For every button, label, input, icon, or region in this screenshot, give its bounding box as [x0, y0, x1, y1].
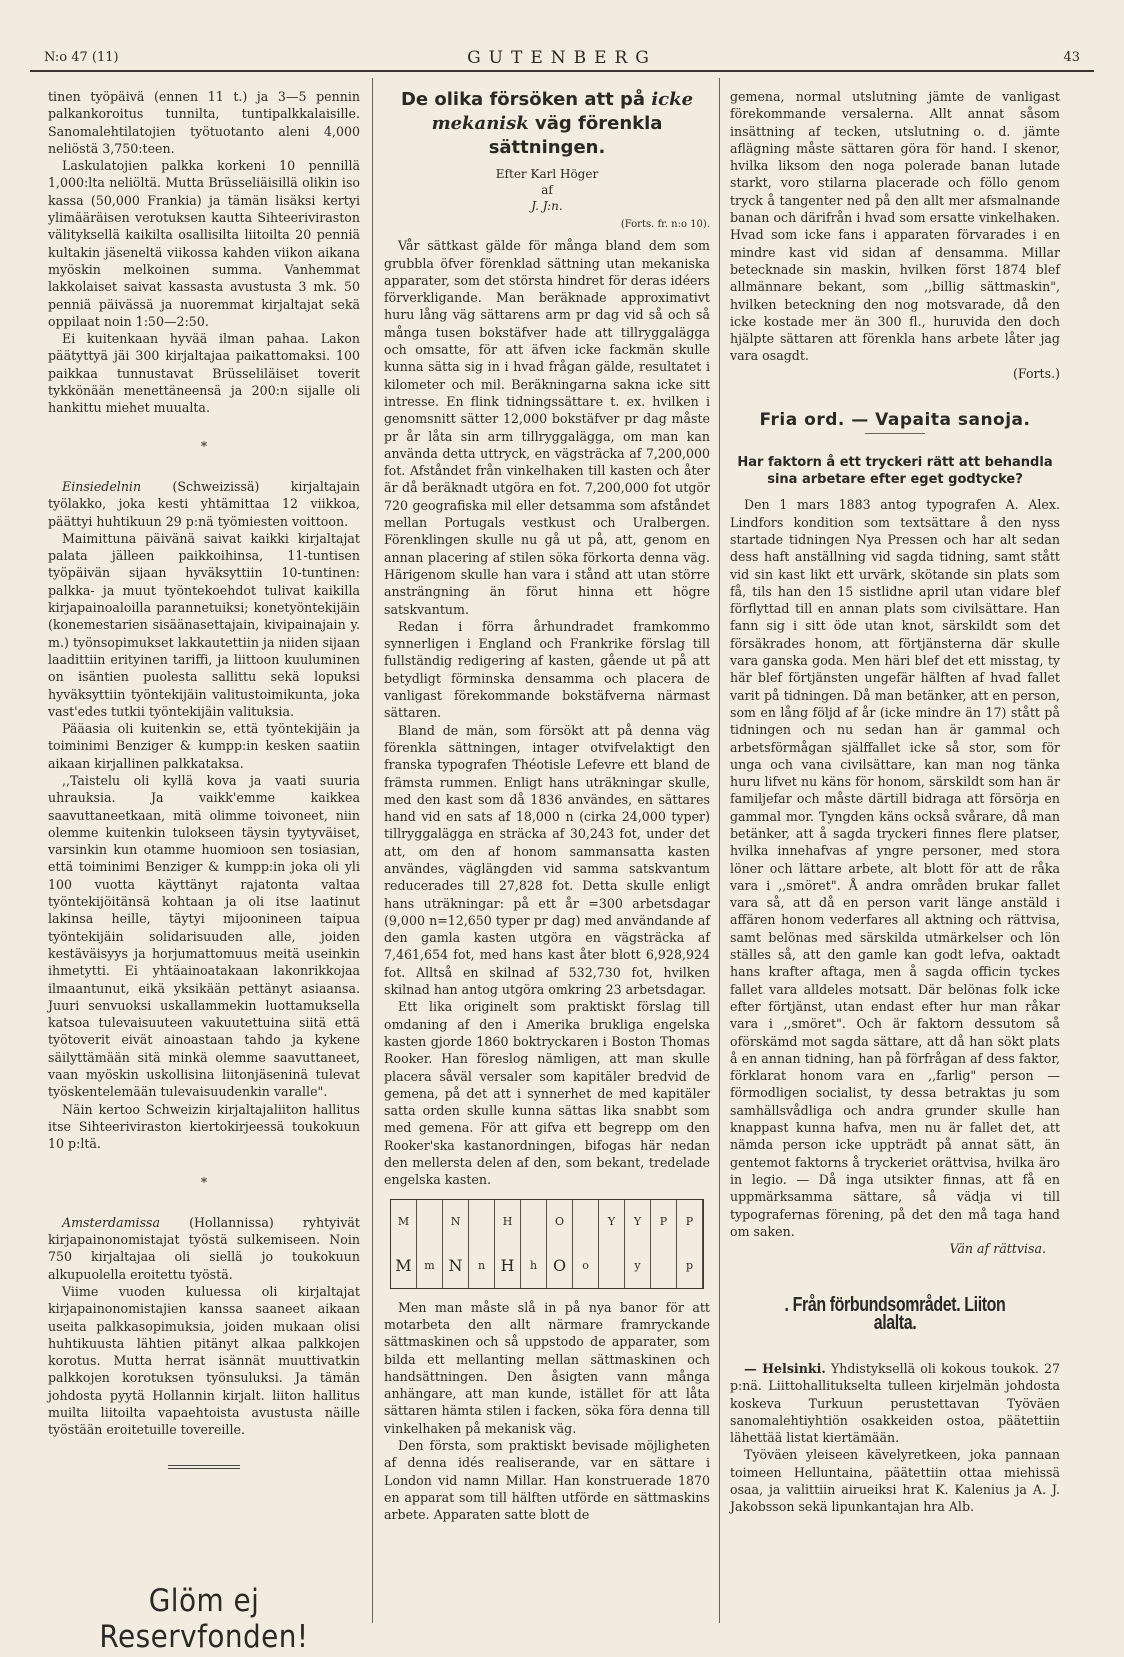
paragraph: Laskulatojien palkka korkeni 10 pennillä 1,000:lta neliöltä. Mutta Brüsseliäisillä olikin iso kassa (50,000 Frankia) ja tämän lisäksi kertyi ylimääräisen verotuksen kautta Sihteeriviraston välityksellä kaikilta osallisilta liitoilta 20 penniä kultakin jäseneltä viikossa kahden viikon aikana myöskin melkoinen summa. Vanhemmat lakkolaiset saivat kassasta avustusta 3 mk. 50 penniä päivässä ja nuoremmat kirjaltajat sekä oppilaat noin 1:50—2:50. [48, 158, 360, 329]
type-case-cell [469, 1200, 495, 1244]
continuation-note: (Forts. fr. n:o 10). [620, 219, 710, 230]
place-name: Einsiedelnin [62, 478, 142, 494]
paragraph: Amsterdamissa (Hollannissa) ryhtyivät kirjapainonomistajat työstä sulkemiseen. Noin 750 kirjaltajaa oli siellä jo toukokuun alkupuolella eroitettu työstä. [48, 1214, 360, 1282]
byline: af [541, 183, 553, 197]
article-heading: Har faktorn å ett tryckeri rätt att behandla sina arbetare efter eget godtycke? [737, 455, 1053, 488]
page-number: 43 [1063, 50, 1080, 65]
type-case-cell: H [495, 1244, 521, 1288]
paragraph: Einsiedelnin (Schweizissä) kirjaltajain työlakko, joka kesti yhtämittaa 12 viikkoa, päättyi huhtikuun 29 p:nä työmiesten voittoon. [48, 478, 360, 529]
paragraph: Bland de män, som försökt att på denna väg förenkla sättningen, intager otvifvelaktigt den franska typografen Théotisle Lefevre ett bland de främsta rummen. Enligt hans uträkningar skulle, med den kast som då 1836 användes, en sättares hand vid en sats af 18,000 n (cirka 24,000 typer) tillryggalägga en sträcka af 30,243 fot, under det att, om den af honom sammansatta kasten användes, väglängden vid samma satskvantum reducerades till 27,828 fot. Detta skulle enligt hans uträkningar: på ett år =300 arbetsdagar (9,000 n=12,650 typer pr dag) med användande af den gamla kasten utgöra en vägsträcka af 7,461,654 fot, med hans kast åter blott 6,928,924 fot. Alltså en skilnad af 532,730 fot, hvilken skilnad han antog utgöra omkring 23 arbetsdagar. [384, 722, 710, 998]
signature: Vän af rättvisa. [949, 1241, 1046, 1257]
byline: J. J:n. [531, 199, 563, 213]
paragraph: Työväen yleiseen kävelyretkeen, joka pannaan toimeen Helluntaina, päätettiin ottaa miehissä osaa, ja valittiin airueiksi hrat K. Kalenius ja A. J. Jakobsson sekä lipunkantajan hra Alb. [730, 1447, 1060, 1515]
slogan: Glöm ej Reservfonden! [99, 1583, 309, 1655]
double-rule [168, 1465, 240, 1469]
type-case-cell: N [443, 1244, 469, 1288]
type-case-cell: M [391, 1200, 417, 1244]
type-case-cell: N [443, 1200, 469, 1244]
paragraph: Den 1 mars 1883 antog typografen A. Alex. Lindfors kondition som textsättare å den nyss startade tidningen Nya Pressen och har alt sedan dess haft anställning vid sagda tidning, samt stått vid sin kast likt ett urvärk, skötande sin plats som få, tils han den 15 sistlidne april utan vidare blef förflyttad till en annan plats som civilsättare. Han fann sig i sitt öde utan knot, särskildt som det försäkrades honom, att förtjänsterna där skulle vara ganska goda. Men häri blef det ett misstag, ty här blef förtjänsten ungefär hälften af hvad fallet varit på tidningen. Då man betänker, att en person, som en lång följd af år (icke mindre än 17) stått på tidningen och nu sedan han är gammal och arbetsförmågan själffallet icke så stor, som för unga och vana civilsättare, kan man nog tänka huru lifvet nu käns för honom, särskildt som han är familjefar och måste därtill bidraga att försörja en gammal mor. Tyngden käns också svårare, då man betänker, att å sagda tryckeri finnes flere platser, hvilka innehafvas af yngre personer, med stora löner och lättare arbete, alt blott för att de råka vara i ,,smöret". Å andra områden brukar fallet vara så, att då en person varit länge anstäld i affären honom vederfares all aktning och rättvisa, samt belönas med särskilda utmärkelser och lön ställes så, att den gamle kan godt lefva, oaktadt hans krafter aftaga, men å sagda officin tyckes fallet vara alldeles motsatt. Där belönas folk icke efter förtjänst, utan endast efter hur man råkar vara i ,,smöret". Och är faktorn dessutom så oförskämd mot sagda sättare, att då han sökt plats å en annan tidning, han på förfrågan af dess faktor, förklarat honom vara en ,,farlig" person — förmodligen socialist, ty dessa betraktas ju som samhällsvådliga och andra grunder skulle han knappast kunna hafva, men nu är fallet det, att nämda person icke uppträdt på annat sätt, än gentemot faktorns å tryckeriet orättvisa, hvilka äro in legio. — Då inga utsikter finnas, att få en uppmärksamma sättare, så vädja vi till typografernas förening, på det den må taga hand om saken. [730, 497, 1060, 1239]
paragraph: Näin kertoo Schweizin kirjaltajaliiton hallitus itse Sihteeriviraston kiertokirjeessä toukokuun 10 p:ltä. [48, 1101, 360, 1152]
running-head [30, 48, 1094, 72]
type-case-cell: P [651, 1200, 677, 1244]
type-case-cell [599, 1244, 625, 1288]
type-case-cell: m [417, 1244, 443, 1288]
column-divider [719, 78, 720, 1623]
paragraph: Men man måste slå in på nya banor för att motarbeta den allt närmare framryckande sättmaskinen och så uppstodo de apparater, som bilda ett mellanting mellan sättmaskinen och handsättningen. Den åsigten vann många anhängare, att man kunde, istället för att låta sättaren hämta stilen i facken, söka föra denna till vinkelhaken på mekanisk väg. [384, 1299, 710, 1436]
column-divider [372, 78, 373, 1623]
type-case-cell: O [547, 1200, 573, 1244]
type-case-cell: Y [625, 1200, 651, 1244]
type-case-cell: Y [599, 1200, 625, 1244]
type-case-cell: O [547, 1244, 573, 1288]
paragraph: Viime vuoden kuluessa oli kirjaltajat kirjapainonomistajien kanssa saaneet aikaan useita palkkasopimuksia, joiden mukaan olisi huhtikuusta lähtien pitänyt alkaa palkkojen korotus. Mutta herrat isännät muuttivatkin palkkojen korotuksen työnsuluksi. Ja tämän johdosta pyytä Hollannin kirjalt. liiton hallitus muilta liitoilta vapaehtoista avustusta näille työstään eroitetuille tovereille. [48, 1284, 360, 1438]
issue-number: N:o 47 (11) [44, 50, 119, 65]
column-1 [48, 88, 360, 1469]
article-title: De olika försöken att på icke mekanisk väg förenkla sättningen. [400, 89, 694, 158]
paragraph: Maimittuna päivänä saivat kaikki kirjaltajat palata jälleen paikkoihinsa, 11-tuntisen työpäivän sijaan hyväksyttiin 10-tuntinen: palkka- ja muut työntekoehdot tulivat kaikilla kirjapainoaloilla parannetuiksi; konetyöntekijäin (konemestarien sisäänasettajain, kivipainajain y. m.) työnsopimukset lakkautettiin ja niiden sijaan laadittiin erityinen tariffi, ja liittoon kuuluminen on isäntien puolesta sallittu sekä lopuksi hyväksyttiin työntekijäin valitustoimikunta, joka vast'edes tutkii työntekijäin valituksia. [48, 530, 360, 719]
type-case-cell: H [495, 1200, 521, 1244]
paragraph: Vår sättkast gälde för många bland dem som grubbla öfver förenklad sättning utan mekaniska apparater, som det största hindret för deras idéers förverkligande. Man beräknade approximativt huru lång väg sättarens arm pr dag vid så och så många tusen bokstäfver hade att tillryggalägga och omsatte, för att äfven icke fackmän skulle kunna sätta sig in i hvad frågan gälde, resultatet i kilometer och mil. Beräkningarna sakna icke sitt intresse. En flink tidningssättare t. ex. hvilken i genomsnitt sätter 12,000 bokstäfver pr dag måste pr år låta sin arm tillryggalägga, om man kan använda detta uttryck, en vägsträcka af 7,200,000 fot. Afståndet från vinkelhaken till kasten och åter är då beräknadt utgöra en fot. 7,200,000 fot utgör 720 geografiska mil eller detsamma som afståndet mellan Portugals vestkust och Uralbergen. Förenklingen skulle nu gå ut på, att, genom en annan placering af stilen söka förkorta denna väg. Härigenom skulle han vara i stånd att utan större ansträngning än förut hinna ett högre satskvantum. [384, 238, 710, 617]
short-rule [865, 433, 925, 434]
type-case-cell [417, 1200, 443, 1244]
paragraph: — Helsinki. Yhdistyksellä oli kokous toukok. 27 p:nä. Liittohallitukselta tulleen kirjelmän johdosta koskeva Turkuun perustettavan Työväen sanomalehtiyhtiön osakkeiden ostoa, päätettiin lähettää listat kiertämään. [730, 1361, 1060, 1446]
paragraph: Den första, som praktiskt bevisade möjligheten af denna idés realiserande, var en sättare i London vid namn Millar. Han konstruerade 1870 en apparat som till hälften utförde en sättmaskins arbete. Apparaten satte blott de [384, 1438, 710, 1523]
type-case-cell [521, 1200, 547, 1244]
byline: Efter Karl Höger [495, 167, 599, 181]
column-3 [730, 88, 1060, 1516]
paragraph: ,,Taistelu oli kyllä kova ja vaati suuria uhrauksia. Ja vaikk'emme kaikkea saavuttaneetkaan, mitä olimme toivoneet, niin olemme kuitenkin tulokseen täysin tyytyväiset, varsinkin kun otamme huomioon sen tosiasian, että toiminimi Benziger & kumpp:in joka oli yli 100 vuotta käyttänyt rajatonta valtaa työntekijöitänsä kohtaan ja oli itse laatinut lakinsa heille, täytyi mijoonineen taipua työntekijäin solidarisuuden alle, joiden kestäväisyys ja horjumattomuus meitä useinkin ihmetytti. Ei yhtäainoatakaan lakonrikkojaa ilmaantunut, eikä yksikään pettänyt asiaansa. Juuri senvuoksi uskallammekin luottamuksella katsoa tulevaisuuteen vakuutettuina siitä että työtoverit eivät ainoastaan tahdo ja kykene säilyttämään sitä minkä olemme saavuttaneet, vaan myöskin uskollisina liitonjäseninä tulevat työskentelemään tulevaisuudenkin varalle". [48, 772, 360, 1100]
type-case-cell: n [469, 1244, 495, 1288]
type-case-cell [573, 1200, 599, 1244]
type-case-cell: o [573, 1244, 599, 1288]
type-case-cell: h [521, 1244, 547, 1288]
type-case-cell: p [677, 1244, 703, 1288]
masthead-title: GUTENBERG [467, 48, 657, 68]
type-case-cell: P [677, 1200, 703, 1244]
continued-marker: (Forts.) [1012, 365, 1060, 381]
section-heading: . Från förbundsområdet. Liiton alalta. [784, 1294, 1006, 1334]
paragraph: Ett lika originelt som praktiskt förslag till omdaning af den i Amerika brukliga engelska kasten gjorde 1860 boktryckaren i Boston Thomas Rooker. Han föreslog nämligen, att man skulle placera såväl versaler som kapitäler bredvid de gemena, på det att i synnerhet de med kapitäler satta orden skulle kunna sättas lika snabbt som med gemena. För att gifva ett begrepp om den Rooker'ska kastanordningen, bifogas här nedan den mellersta delen af den, som bekant, tredelade engelska kasten. [384, 999, 710, 1188]
type-case-cell: y [625, 1244, 651, 1288]
paragraph: Pääasia oli kuitenkin se, että työntekijäin ja toiminimi Benziger & kumpp:in kesken saatiin aikaan kirjallinen palkkataksa. [48, 721, 360, 771]
section-heading: Fria ord. — Vapaita sanoja. [759, 410, 1031, 431]
column-2 [384, 88, 710, 1523]
paragraph: Redan i förra århundradet framkommo synnerligen i England och Frankrike förslag till fullständig redigering af kasten, gående ut på att betydligt förminska densamma och placera de vanligast förekommande bokstäfverna närmast sättaren. [384, 618, 710, 721]
place-name: Amsterdamissa [62, 1214, 161, 1230]
paragraph: Ei kuitenkaan hyvää ilman pahaa. Lakon päätyttyä jäi 300 kirjaltajaa paikattomaksi. 100 paikkaa tunnustavat Brüsseliläiset toverit tykkönään menettäneensä ja 200:n sijalle oli hankittu miehet muualta. [48, 331, 360, 416]
section-star: * [200, 439, 208, 455]
type-case-diagram [390, 1199, 704, 1289]
section-star: * [200, 1175, 208, 1191]
paragraph: gemena, normal utslutning jämte de vanligast förekommande versalerna. Allt annat såsom insättning af tecken, utslutning o. d. jämte aflägning måste sättaren göra för hand. I skenor, hvilka liksom den noga polerade banan lutade starkt, voro stilarna placerade och föllo genom tryck å tangenter ned på den allt mer afsmalnande banan och därifrån i hvad som ersatte vinkelhaken. Hvad som icke fans i apparaten förvarades i en mindre kast vid sidan af densamma. Millar betecknade sin maskin, hvilken först 1874 blef allmännare bekant, som ,,billig sättmaskin", hvilken beteckning den nog motsvarade, då den icke kostade mer än 300 fl., huruvida den doch hjälpte sättaren att förenkla hans arbete låter jag vara osagdt. [730, 89, 1060, 364]
type-case-cell [651, 1244, 677, 1288]
type-case-cell: M [391, 1244, 417, 1288]
paragraph: tinen työpäivä (ennen 11 t.) ja 3—5 pennin palkankoroitus tunnilta, tuntipalkkalaisille. Sanomalehtilatojien työtuotanto aleni 4,000 neliöstä 3,750:teen. [48, 89, 360, 156]
